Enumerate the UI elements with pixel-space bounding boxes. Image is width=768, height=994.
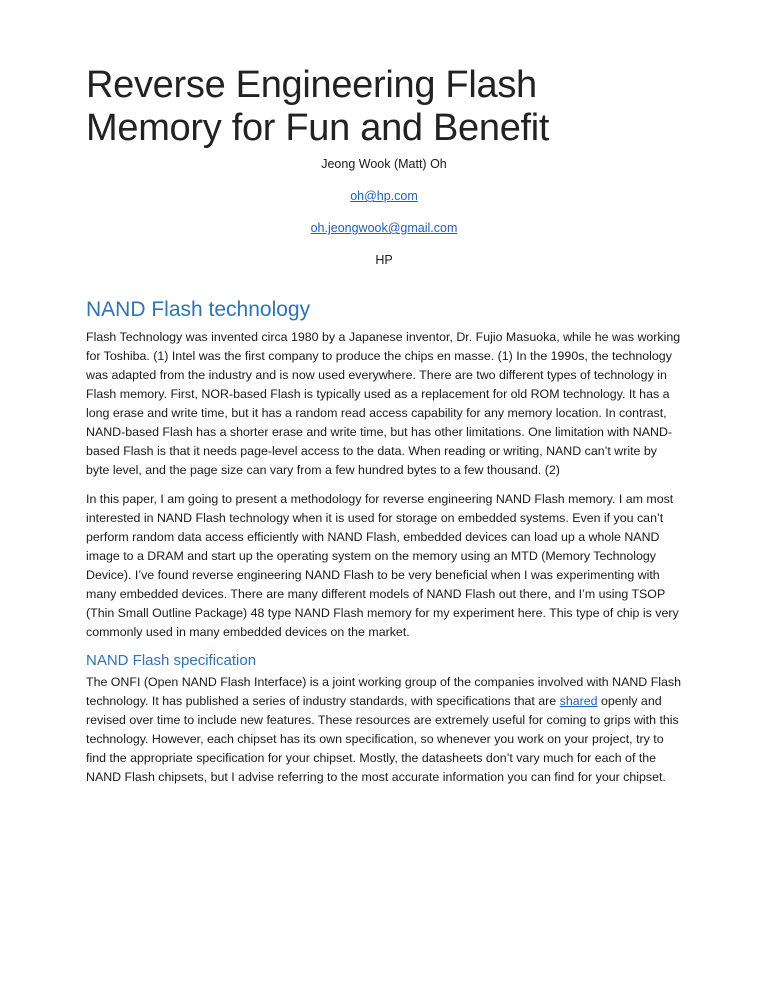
- author-block: [86, 156, 682, 268]
- document-title: Reverse Engineering Flash Memory for Fun and Benefit: [86, 64, 550, 149]
- shared-link[interactable]: shared: [559, 694, 598, 708]
- paragraph-methodology: In this paper, I am going to present a methodology for reverse engineering NAND Flash memory. I am most interested in NAND Flash technology when it is used for storage on embedded systems. Even if you can’t perform random data access efficiently with NAND Flash, embedded devices can load up a whole NAND image to a DRAM and start up the operating system on the memory using an MTD (Memory Technology Device). I’ve found reverse engineering NAND Flash to be very beneficial when I was experimenting with many embedded devices. There are many different models of NAND Flash out there, and I’m using TSOP (Thin Small Outline Package) 48 type NAND Flash memory for my experiment here. This type of chip is very commonly used in many embedded devices on the market.: [86, 492, 679, 639]
- subsection-heading-nand-flash-specification: NAND Flash specification: [86, 652, 257, 669]
- paragraph-onfi: [86, 673, 682, 787]
- author-name: Jeong Wook (Matt) Oh: [321, 157, 447, 171]
- paragraph-onfi-text-before-link: The ONFI (Open NAND Flash Interface) is a joint working group of the companies involved with NAND Flash technology. It has published a series of industry standards, with specifications that are: [86, 675, 681, 708]
- author-affiliation: HP: [375, 253, 393, 267]
- author-email-line-1: [86, 188, 682, 204]
- paragraph-flash-history: Flash Technology was invented circa 1980 by a Japanese inventor, Dr. Fujio Masuoka, while he was working for Toshiba. (1) Intel was the first company to produce the chips en masse. (1) In the 1990s, the technology was adapted from the industry and is now used everywhere. There are two different types of technology in Flash memory. First, NOR-based Flash is typically used as a replacement for old ROM technology. It has a long erase and write time, but it has a random read access capability for any memory location. In contrast, NAND-based Flash has a shorter erase and write time, but has other limitations. One limitation with NAND-based Flash is that it needs page-level access to the data. When reading or writing, NAND can’t write by byte level, and the page size can vary from a few hundred bytes to a few thousand. (2): [86, 330, 681, 477]
- author-email-link-1[interactable]: oh@hp.com: [350, 189, 418, 203]
- paragraph-onfi-text-after-link: openly and revised over time to include new features. These resources are extremely useful for coming to grips with this technology. However, each chipset has its own specification, so whenever you work on your project, try to find the appropriate specification for your chipset. Mostly, the datasheets don’t vary much for each of the NAND Flash chipsets, but I advise referring to the most accurate information you can find for your chipset.: [86, 694, 679, 784]
- section-heading-nand-flash-technology: NAND Flash technology: [86, 298, 311, 321]
- author-email-line-2: [86, 220, 682, 236]
- author-email-link-2[interactable]: oh.jeongwook@gmail.com: [310, 221, 458, 235]
